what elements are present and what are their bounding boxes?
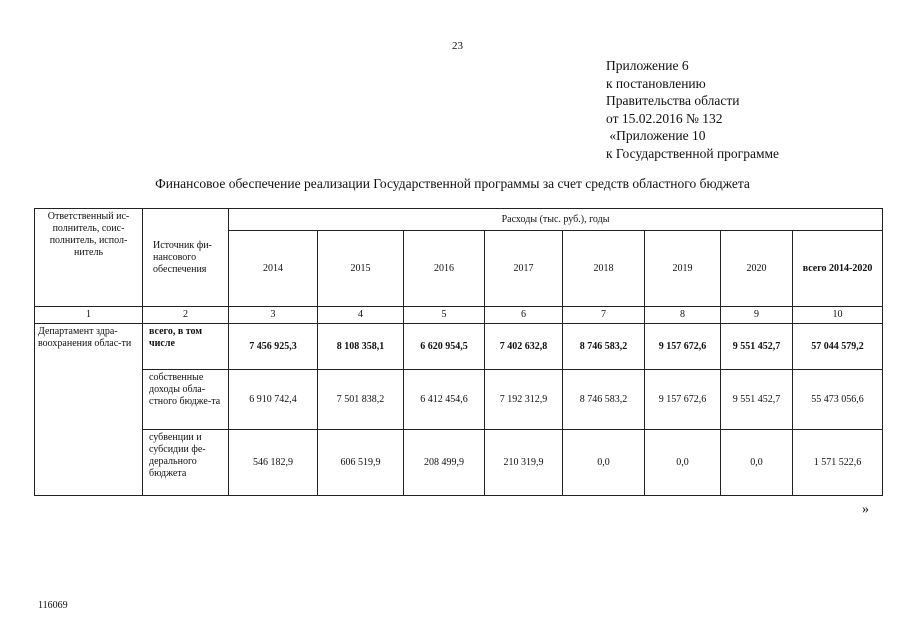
column-number: 6 — [485, 307, 563, 324]
header-total: всего 2014-2020 — [793, 231, 883, 307]
value-cell: 0,0 — [645, 430, 721, 496]
source-cell: собственные доходы обла-стного бюдже-та — [143, 370, 229, 430]
column-number: 2 — [143, 307, 229, 324]
column-number: 8 — [645, 307, 721, 324]
value-cell: 7 402 632,8 — [485, 324, 563, 370]
header-executor: Ответственный ис-полнитель, соис-полнитель, испол-нитель — [35, 209, 143, 307]
value-cell: 6 412 454,6 — [404, 370, 485, 430]
column-number: 10 — [793, 307, 883, 324]
header-year: 2015 — [318, 231, 404, 307]
value-cell: 8 108 358,1 — [318, 324, 404, 370]
source-cell: субвенции и субсидии фе-дерального бюджета — [143, 430, 229, 496]
value-cell: 208 499,9 — [404, 430, 485, 496]
value-cell: 55 473 056,6 — [793, 370, 883, 430]
value-cell: 9 551 452,7 — [721, 324, 793, 370]
appendix-line: от 15.02.2016 № 132 — [606, 110, 723, 126]
column-number: 5 — [404, 307, 485, 324]
value-cell: 546 182,9 — [229, 430, 318, 496]
appendix-line: к постановлению — [606, 75, 706, 91]
header-source: Источник фи-нансового обеспечения — [143, 209, 229, 307]
executor-cell: Департамент здра-воохранения облас-ти — [35, 324, 143, 496]
value-cell: 210 319,9 — [485, 430, 563, 496]
header-expenses: Расходы (тыс. руб.), годы — [229, 209, 883, 231]
appendix-line: «Приложение 10 — [606, 128, 706, 143]
value-cell: 0,0 — [721, 430, 793, 496]
table-row — [35, 430, 883, 496]
column-number: 3 — [229, 307, 318, 324]
page-number: 23 — [452, 40, 463, 52]
value-cell: 7 192 312,9 — [485, 370, 563, 430]
header-year: 2016 — [404, 231, 485, 307]
value-cell: 9 551 452,7 — [721, 370, 793, 430]
value-cell: 8 746 583,2 — [563, 370, 645, 430]
footer-code: 116069 — [38, 600, 68, 611]
value-cell: 606 519,9 — [318, 430, 404, 496]
value-cell: 0,0 — [563, 430, 645, 496]
financing-table — [34, 208, 883, 496]
appendix-line: Приложение 6 — [606, 58, 689, 73]
header-year: 2017 — [485, 231, 563, 307]
table-row — [35, 324, 883, 370]
table-row — [35, 370, 883, 430]
value-cell: 1 571 522,6 — [793, 430, 883, 496]
value-cell: 9 157 672,6 — [645, 324, 721, 370]
value-cell: 8 746 583,2 — [563, 324, 645, 370]
closing-quote: » — [862, 502, 869, 517]
appendix-line: Правительства области — [606, 93, 740, 108]
value-cell: 7 456 925,3 — [229, 324, 318, 370]
value-cell: 6 910 742,4 — [229, 370, 318, 430]
header-year: 2018 — [563, 231, 645, 307]
document-title: Финансовое обеспечение реализации Государственной программы за счет средств областного бюджета — [155, 176, 750, 191]
header-year: 2014 — [229, 231, 318, 307]
column-number: 4 — [318, 307, 404, 324]
value-cell: 7 501 838,2 — [318, 370, 404, 430]
appendix-line: к Государственной программе — [606, 145, 780, 161]
value-cell: 6 620 954,5 — [404, 324, 485, 370]
header-year: 2020 — [721, 231, 793, 307]
value-cell: 57 044 579,2 — [793, 324, 883, 370]
column-number: 7 — [563, 307, 645, 324]
header-year: 2019 — [645, 231, 721, 307]
appendix-block — [606, 57, 779, 162]
source-cell: всего, в том числе — [143, 324, 229, 370]
column-number: 9 — [721, 307, 793, 324]
column-number: 1 — [35, 307, 143, 324]
value-cell: 9 157 672,6 — [645, 370, 721, 430]
